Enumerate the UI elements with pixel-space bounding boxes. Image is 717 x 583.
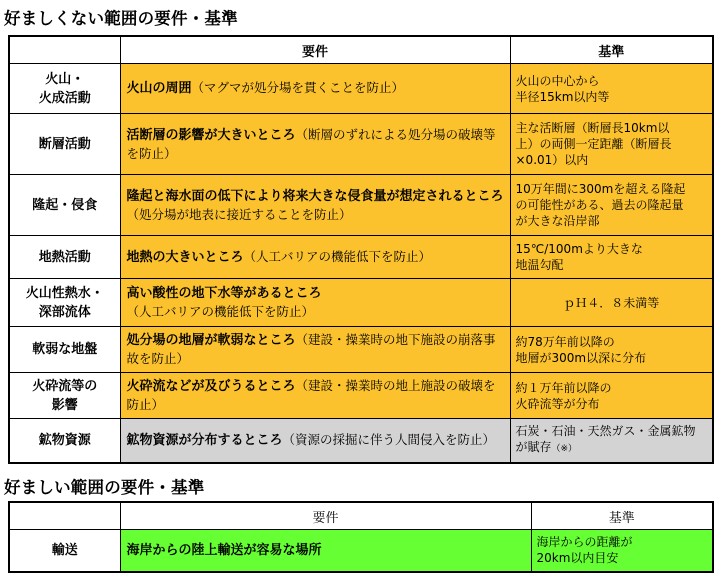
criteria-cell: 10万年間に300mを超える隆起 の可能性がある、過去の隆起量 が大きな沿岸部 [510, 175, 713, 236]
category-cell: 輸送 [9, 530, 120, 572]
requirement-cell: 鉱物資源が分布するところ（資源の採掘に伴う人間侵入を防止） [120, 419, 510, 463]
header-criteria: 基準 [531, 502, 713, 530]
header-requirement: 要件 [120, 36, 510, 64]
category-cell: 鉱物資源 [9, 419, 120, 463]
requirement-cell: 処分場の地層が軟弱なところ（建設・操業時の地下施設の崩落事故を防止） [120, 327, 510, 373]
favorable-criteria-table [8, 501, 714, 573]
category-cell: 地熱活動 [9, 236, 120, 279]
criteria-cell: 主な活断層（断層長10km以 上）の両側一定距離（断層長 ×0.01）以内 [510, 114, 713, 175]
header-criteria: 基準 [510, 36, 713, 64]
category-cell: 火山・ 火成活動 [9, 64, 120, 114]
requirement-cell: 火砕流などが及びうるところ（建設・操業時の地上施設の破壊を防止） [120, 373, 510, 419]
section1-title: 好ましくない範囲の要件・基準 [4, 9, 238, 28]
criteria-cell: 海岸からの距離が 20km以内目安 [531, 530, 713, 572]
requirement-cell: 隆起と海水面の低下により将来大きな侵食量が想定されるところ（処分場が地表に接近することを防止） [120, 175, 510, 236]
requirement-cell: 地熱の大きいところ（人工バリアの機能低下を防止） [120, 236, 510, 279]
category-cell: 軟弱な地盤 [9, 327, 120, 373]
table-row [9, 175, 713, 236]
criteria-cell: 石炭・石油・天然ガス・金属鉱物 が賦存（※） [510, 419, 713, 463]
table-row [9, 114, 713, 175]
section2-title: 好ましい範囲の要件・基準 [4, 478, 205, 497]
criteria-cell: 約78万年前以降の 地層が300m以深に分布 [510, 327, 713, 373]
header-requirement: 要件 [120, 502, 531, 530]
table-row [9, 279, 713, 327]
category-cell: 隆起・侵食 [9, 175, 120, 236]
table-row [9, 64, 713, 114]
unfavorable-criteria-table [8, 35, 714, 464]
table-header-row [9, 502, 713, 530]
table-row [9, 419, 713, 463]
header-empty [9, 36, 120, 64]
table-row [9, 236, 713, 279]
category-cell: 火山性熱水・ 深部流体 [9, 279, 120, 327]
requirement-cell: 火山の周囲（マグマが処分場を貫くことを防止） [120, 64, 510, 114]
category-cell: 火砕流等の 影響 [9, 373, 120, 419]
criteria-cell: 火山の中心から 半径15km以内等 [510, 64, 713, 114]
category-cell: 断層活動 [9, 114, 120, 175]
criteria-cell: ｐＨ４．８未満等 [510, 279, 713, 327]
requirement-cell: 海岸からの陸上輸送が容易な場所 [120, 530, 531, 572]
table-row [9, 530, 713, 572]
criteria-cell: 約１万年前以降の 火砕流等が分布 [510, 373, 713, 419]
requirement-cell: 高い酸性の地下水等があるところ（人工バリアの機能低下を防止） [120, 279, 510, 327]
footnote-mark: （※） [551, 444, 578, 455]
table-header-row [9, 36, 713, 64]
table-row [9, 327, 713, 373]
requirement-cell: 活断層の影響が大きいところ（断層のずれによる処分場の破壊等を防止） [120, 114, 510, 175]
table-row [9, 373, 713, 419]
header-empty [9, 502, 120, 530]
criteria-cell: 15℃/100mより大きな 地温勾配 [510, 236, 713, 279]
